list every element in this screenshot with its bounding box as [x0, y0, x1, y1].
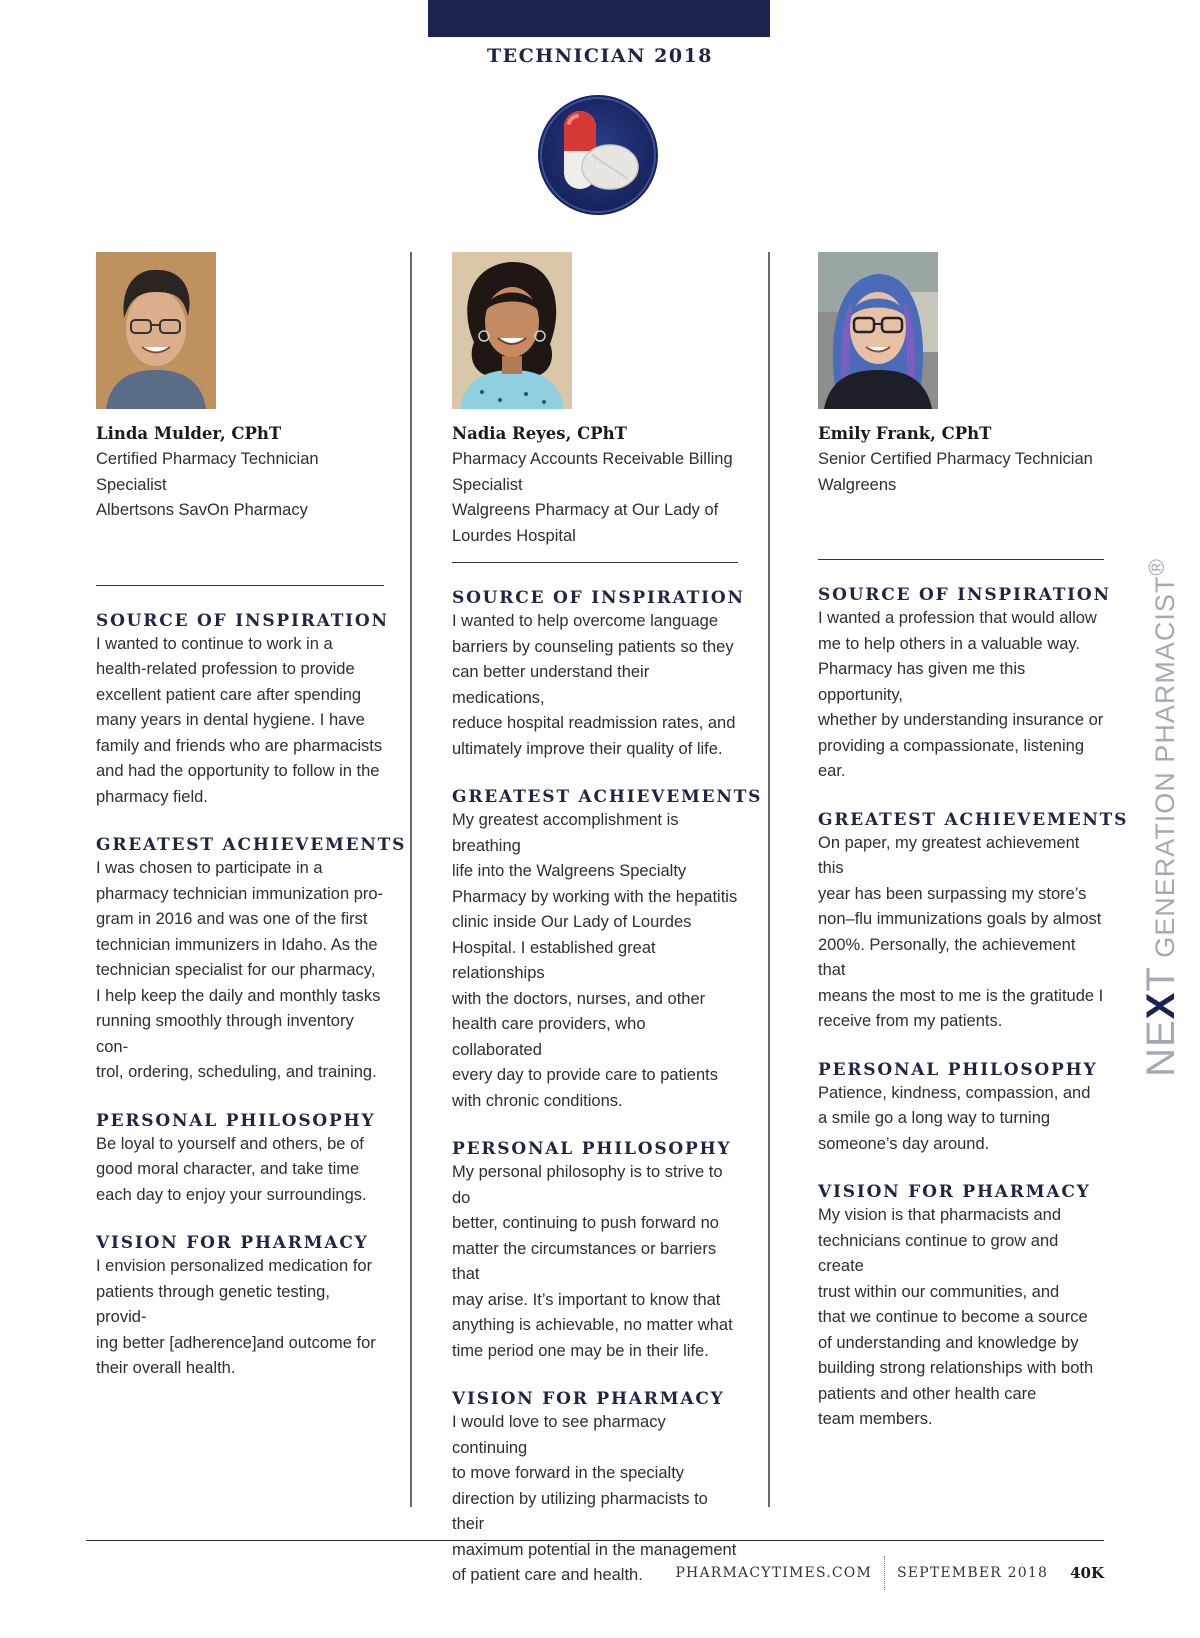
- section-heading: SOURCE OF INSPIRATION: [96, 610, 389, 631]
- section-heading: PERSONAL PHILOSOPHY: [818, 1059, 1098, 1080]
- section-body: My vision is that pharmacists and technicians continue to grow and create trust within our communities, and that we continue to become a source of understanding and knowledge by building strong relationships with both patients and other health care team members.: [818, 1206, 1094, 1428]
- profile-name: Emily Frank, CPhT: [818, 424, 992, 443]
- section-heading: PERSONAL PHILOSOPHY: [96, 1110, 376, 1131]
- section-vision-for-pharmacy: [96, 1232, 384, 1382]
- page-footer: [675, 1556, 1104, 1590]
- logo-x-mark: X: [1138, 991, 1183, 1019]
- section-greatest-achievements: [96, 834, 407, 1086]
- top-color-bar: [428, 0, 770, 37]
- section-vision-for-pharmacy: [818, 1181, 1104, 1433]
- profile-column-1: [96, 252, 407, 1406]
- profile-role: Senior Certified Pharmacy Technician Walgreens: [818, 450, 1093, 494]
- section-body: I wanted a profession that would allow me to help others in a valuable way. Pharmacy has given me this opportunity, whether by understanding insurance or providing a compassionate, listening ear.: [818, 609, 1104, 780]
- section-greatest-achievements: [818, 809, 1129, 1035]
- section-heading: PERSONAL PHILOSOPHY: [452, 1139, 732, 1159]
- divider: [818, 559, 1104, 560]
- profile-photo: [818, 252, 938, 409]
- section-personal-philosophy: [818, 1059, 1104, 1158]
- section-body: My greatest accomplishment is breathing life into the Walgreens Specialty Pharmacy by working with the hepatitis clinic inside Our Lady of Lourdes Hospital. I established great relationships with the doctors, nurses, and other health care providers, who collaborated every day to provide care to patients with chronic conditions.: [452, 811, 738, 1110]
- section-body: I would love to see pharmacy continuing to move forward in the specialty direction by utilizing pharmacists to their maximum potential in the management of patient care and health.: [452, 1413, 737, 1584]
- column-divider: [410, 252, 412, 1507]
- section-heading: GREATEST ACHIEVEMENTS: [818, 809, 1129, 830]
- section-heading: SOURCE OF INSPIRATION: [452, 588, 745, 608]
- section-body: I wanted to continue to work in a health-related profession to provide excellent patient care after spending many years in dental hygiene. I have family and friends who are pharmacists and had the opportunity to follow in the pharmacy field.: [96, 634, 383, 806]
- column-divider: [768, 252, 770, 1507]
- footer-date: SEPTEMBER 2018: [897, 1565, 1049, 1581]
- side-brand-logo: NEXT GENERATION PHARMACIST®: [1138, 557, 1183, 1077]
- page-number: 40K: [1070, 1564, 1104, 1582]
- section-personal-philosophy: [452, 1138, 738, 1364]
- section-source-of-inspiration: [818, 584, 1111, 785]
- footer-separator: [884, 1556, 885, 1590]
- profile-photo: [96, 252, 216, 409]
- profile-role: Pharmacy Accounts Receivable Billing Specialist Walgreens Pharmacy at Our Lady of Lourdes Hospital: [452, 450, 733, 545]
- section-body: My personal philosophy is to strive to do better, continuing to push forward no matter the circumstances or barriers that may arise. It’s important to know that anything is achievable, no matter what time period one may be in their life.: [452, 1163, 733, 1360]
- profile-role: Certified Pharmacy Technician Specialist Albertsons SavOn Pharmacy: [96, 450, 319, 519]
- profile-photo: [452, 252, 572, 409]
- section-heading: VISION FOR PHARMACY: [452, 1389, 725, 1409]
- profile-name: Nadia Reyes, CPhT: [452, 424, 627, 443]
- section-body: I envision personalized medication for patients through genetic testing, provid- ing better [adherence]and outcome for their overall health.: [96, 1257, 376, 1377]
- section-source-of-inspiration: [452, 587, 745, 762]
- section-heading: GREATEST ACHIEVEMENTS: [96, 835, 407, 855]
- section-body: Patience, kindness, compassion, and a smile go a long way to turning someone’s day around.: [818, 1083, 1091, 1153]
- section-personal-philosophy: [96, 1110, 384, 1209]
- footer-site: PHARMACYTIMES.COM: [675, 1565, 873, 1581]
- divider: [96, 585, 384, 586]
- section-body: On paper, my greatest achievement this year has been surpassing my store’s non–flu immunizations goals by almost 200%. Personally, the achievement that means the most to me is the gratitude I receive from my patients.: [818, 833, 1104, 1030]
- pill-capsule-icon: [536, 93, 660, 217]
- profile-column-3: [818, 252, 1129, 1457]
- section-heading: VISION FOR PHARMACY: [818, 1182, 1091, 1202]
- section-body: I was chosen to participate in a pharmacy technician immunization pro- gram in 2016 and was one of the first technician immunizers in Idaho. As the technician specialist for our pharmacy, I help keep the daily and monthly tasks running smoothly through inventory con- trol, ordering, scheduling, and training.: [96, 859, 384, 1081]
- section-body: Be loyal to yourself and others, be of good moral character, and take time each day to enjoy your surroundings.: [96, 1134, 367, 1204]
- section-label: TECHNICIAN 2018: [486, 45, 714, 67]
- footer-divider: [86, 1540, 1104, 1541]
- section-source-of-inspiration: [96, 610, 389, 811]
- section-body: I wanted to help overcome language barriers by counseling patients so they can better understand their medications, reduce hospital readmission rates, and ultimately improve their quality of life.: [452, 612, 736, 758]
- section-greatest-achievements: [452, 786, 763, 1114]
- section-heading: GREATEST ACHIEVEMENTS: [452, 787, 763, 807]
- divider: [452, 562, 738, 563]
- section-heading: SOURCE OF INSPIRATION: [818, 585, 1111, 605]
- profile-name: Linda Mulder, CPhT: [96, 424, 282, 443]
- profile-column-2: [452, 252, 763, 1613]
- section-heading: VISION FOR PHARMACY: [96, 1233, 369, 1253]
